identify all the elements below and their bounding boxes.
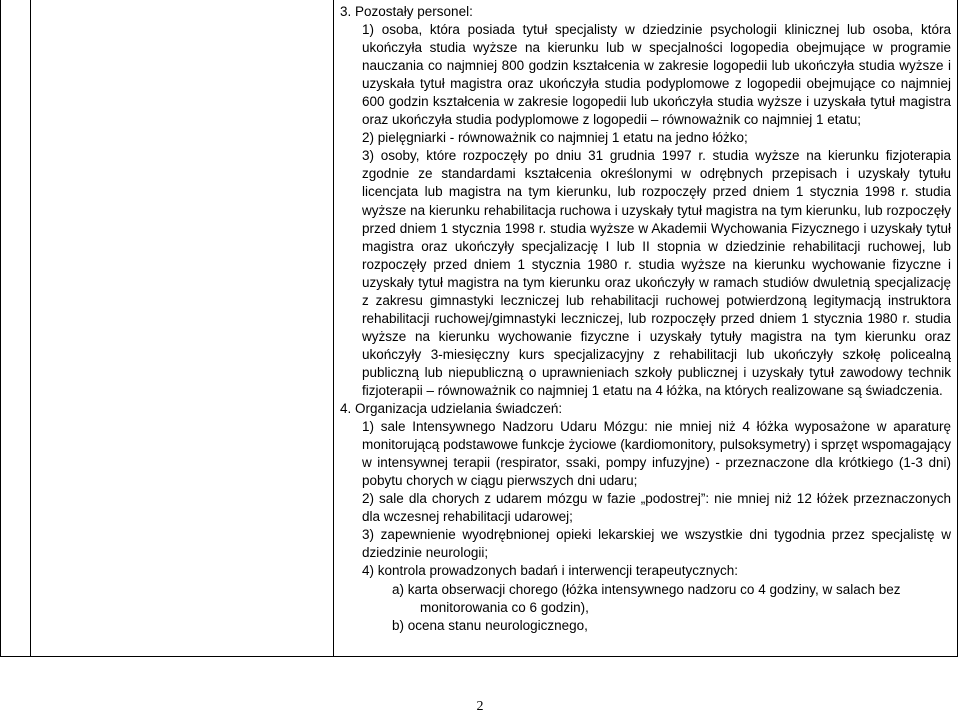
section-4-item-1: 1) sale Intensywnego Nadzoru Udaru Mózgu: nie mniej niż 4 łóżka wyposażone w aparaturę monitorującą podstawowe funkcje życiowe (kardiomonitory, pulsoksymetry) i sprzęt wspomagający w intensywnej terapii (respirator, ssaki, pompy infuzyjne) - przeznaczone dla krótkiego (1-3 dni) pobytu chorych w ciągu pierwszych dni udaru; xyxy=(362,419,951,489)
section-4-item-4: 4) kontrola prowadzonych badań i interwencji terapeutycznych: xyxy=(362,563,738,579)
page-number: 2 xyxy=(476,699,484,714)
table-column-number xyxy=(1,0,31,656)
section-4-item-2: 2) sale dla chorych z udarem mózgu w fazie „podostrej”: nie mniej niż 12 łóżek przeznaczonych dla wczesnej rehabilitacji udarowej; xyxy=(362,491,951,525)
section-3-item-1: 1) osoba, która posiada tytuł specjalisty w dziedzinie psychologii klinicznej lub osoba, która ukończyła studia wyższe na kierunku lub w specjalności logopedia obejmujące w programie nauczania co najmniej 800 godzin kształcenia w zakresie logopedii lub ukończyła studia wyższe i uzyskała tytuł magistra oraz ukończyła studia podyplomowe z logopedii obejmujące co najmniej 600 godzin kształcenia w zakresie logopedii lub ukończyła studia wyższe i uzyskała tytuł magistra oraz ukończyła studia podyplomowe z logopedii – równoważnik co najmniej 1 etatu; xyxy=(362,22,951,128)
section-4-item-4a: a) karta obserwacji chorego (łóżka intensywnego nadzoru co 4 godziny, w salach bez monitorowania co 6 godzin), xyxy=(392,581,901,615)
section-4-item-4b: b) ocena stanu neurologicznego, xyxy=(392,617,588,633)
section-4-heading: 4. Organizacja udzielania świadczeń: xyxy=(340,401,563,417)
requirements-cell xyxy=(340,3,951,635)
section-4-item-3: 3) zapewnienie wyodrębnionej opieki lekarskiej we wszystkie dni tygodnia przez specjalistę w dziedzinie neurologii; xyxy=(362,527,951,561)
section-3-heading: 3. Pozostały personel: xyxy=(340,4,473,19)
table-column-name xyxy=(31,0,334,656)
section-3-item-2: 2) pielęgniarki - równoważnik co najmniej 1 etatu na jedno łóżko; xyxy=(362,130,748,146)
section-3-item-3: 3) osoby, które rozpoczęły po dniu 31 grudnia 1997 r. studia wyższe na kierunku fizjoterapia zgodnie ze standardami kształcenia określonymi w odrębnych przepisach i uzyskały tytułu licencjata lub magistra na tym kierunku, lub rozpoczęły przed dniem 1 stycznia 1998 r. studia wyższe na kierunku rehabilitacja ruchowa i uzyskały tytuł magistra na tym kierunku, lub rozpoczęły przed dniem 1 stycznia 1998 r. studia wyższe w Akademii Wychowania Fizycznego i uzyskały tytuł magistra oraz ukończyły specjalizację I lub II stopnia w dziedzinie rehabilitacji ruchowej, lub rozpoczęły przed dniem 1 stycznia 1980 r. studia wyższe na kierunku wychowanie fizyczne i uzyskały tytuł magistra na tym kierunku oraz ukończyły w ramach studiów dwuletnią specjalizację z zakresu gimnastyki leczniczej lub rehabilitacji ruchowej potwierdzoną legitymacją instruktora rehabilitacji ruchowej/gimnastyki leczniczej, lub rozpoczęły przed dniem 1 stycznia 1980 r. studia wyższe na kierunku wychowanie fizyczne i uzyskały tytuły magistra na tym kierunku oraz ukończyły 3-miesięczny kurs specjalizacyjny z rehabilitacji lub ukończyły szkołę policealną publiczną lub niepubliczną o uprawnieniach szkoły publicznej i uzyskały tytuł zawodowy technik fizjoterapii – równoważnik co najmniej 1 etatu na 4 łóżka, na których realizowane są świadczenia. xyxy=(362,148,951,398)
